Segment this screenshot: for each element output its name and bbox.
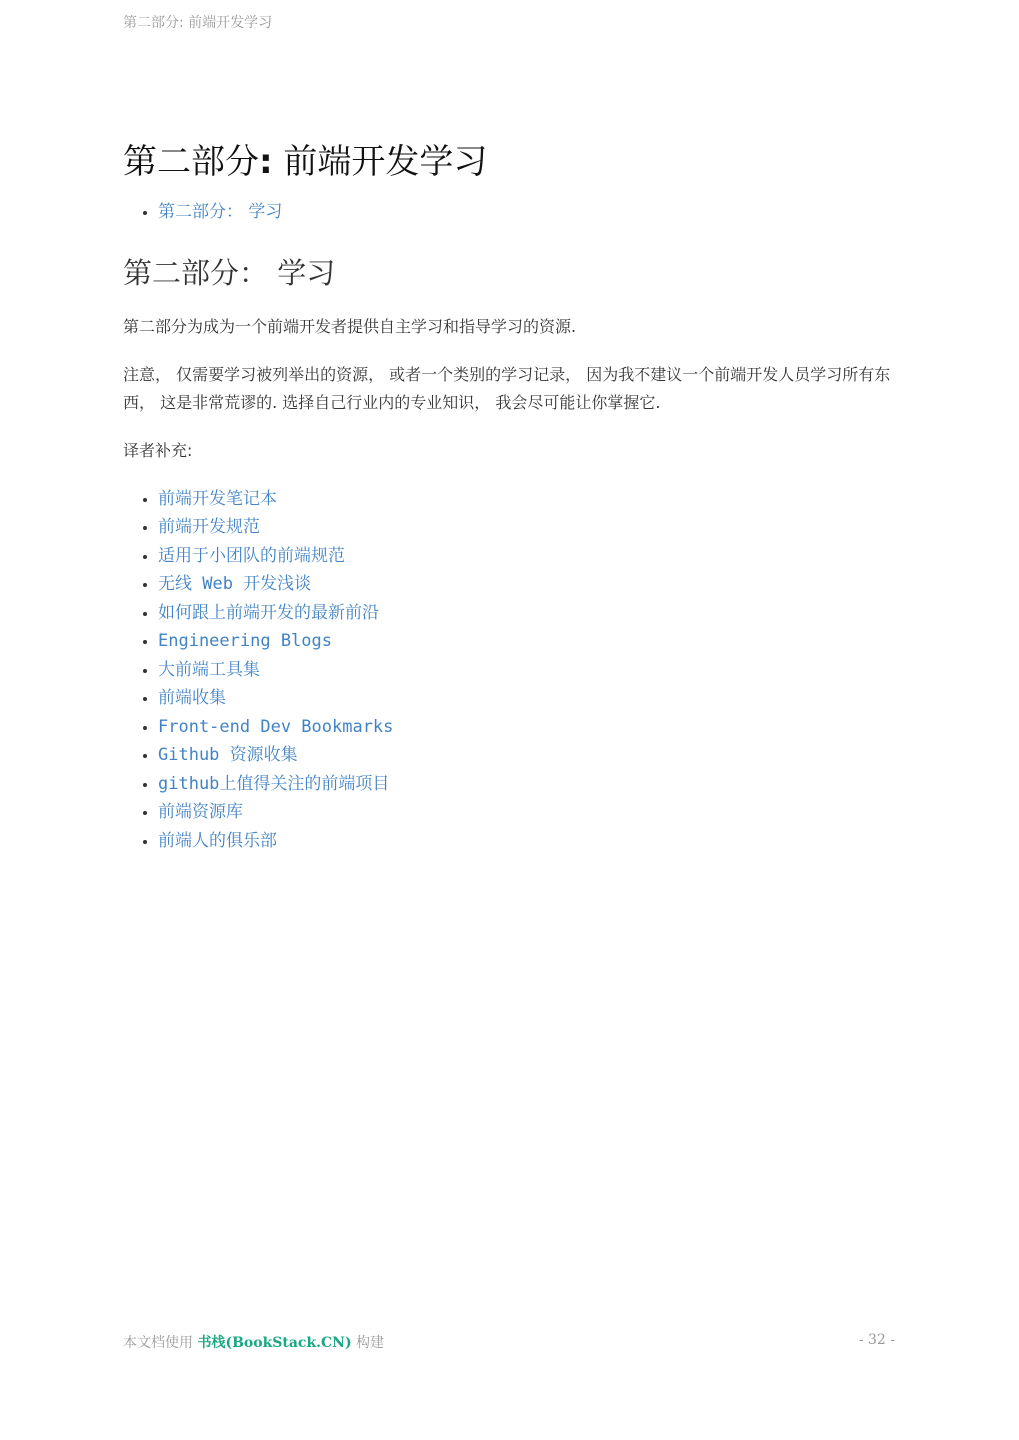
- table-of-contents: [123, 198, 895, 227]
- note-paragraph: 注意， 仅需要学习被列举出的资源， 或者一个类别的学习记录， 因为我不建议一个前端开发人员学习所有东西， 这是非常荒谬的. 选择自己行业内的专业知识， 我会尽可能让你掌握它.: [123, 364, 891, 412]
- link-frontend-collection[interactable]: 前端收集: [158, 688, 226, 708]
- list-item: [158, 656, 895, 685]
- toc-link-study[interactable]: 第二部分： 学习: [158, 202, 283, 222]
- list-item: [158, 770, 895, 799]
- list-item: [158, 798, 895, 827]
- toc-item: [158, 198, 895, 227]
- link-github-resources[interactable]: Github 资源收集: [158, 745, 298, 765]
- list-item: [158, 627, 895, 656]
- link-frontend-club[interactable]: 前端人的俱乐部: [158, 830, 277, 851]
- page-number: - 32 -: [858, 1332, 895, 1348]
- list-item: [158, 713, 895, 742]
- main-content: [123, 140, 895, 855]
- translator-note: 译者补充:: [123, 440, 193, 460]
- link-engineering-blogs[interactable]: Engineering Blogs: [158, 631, 332, 651]
- resource-link-list: [123, 485, 895, 856]
- link-frontend-frontier[interactable]: 如何跟上前端开发的最新前沿: [158, 602, 379, 623]
- page-footer: [123, 1332, 384, 1352]
- running-header: 第二部分: 前端开发学习: [123, 15, 273, 31]
- section-title: 第二部分： 学习: [123, 255, 336, 290]
- list-item: [158, 741, 895, 770]
- page-title: [123, 140, 895, 184]
- list-item: [158, 513, 895, 542]
- list-item: [158, 542, 895, 571]
- link-github-frontend-projects[interactable]: github上值得关注的前端项目: [158, 773, 390, 794]
- link-frontend-resource-library[interactable]: 前端资源库: [158, 802, 243, 822]
- list-item: [158, 570, 895, 599]
- list-item: [158, 684, 895, 713]
- link-small-team-spec[interactable]: 适用于小团队的前端规范: [158, 545, 345, 566]
- link-wireless-web[interactable]: 无线 Web 开发浅谈: [158, 574, 312, 594]
- footer-brand-link[interactable]: 书栈(BookStack.CN): [197, 1335, 352, 1351]
- link-frontend-spec[interactable]: 前端开发规范: [158, 517, 260, 537]
- page-title-prefix: 第二部分: [123, 142, 259, 182]
- link-frontend-dev-bookmarks[interactable]: Front-end Dev Bookmarks: [158, 716, 394, 737]
- list-item: [158, 485, 895, 514]
- footer-prefix: 本文档使用: [123, 1335, 198, 1351]
- list-item: [158, 599, 895, 628]
- link-frontend-notebook[interactable]: 前端开发笔记本: [158, 488, 277, 509]
- page-title-colon: :: [259, 142, 273, 182]
- list-item: [158, 827, 895, 856]
- link-big-frontend-tools[interactable]: 大前端工具集: [158, 659, 260, 680]
- intro-paragraph: 第二部分为成为一个前端开发者提供自主学习和指导学习的资源.: [123, 316, 577, 336]
- page-title-rest: 前端开发学习: [272, 142, 488, 182]
- footer-suffix: 构建: [351, 1335, 385, 1351]
